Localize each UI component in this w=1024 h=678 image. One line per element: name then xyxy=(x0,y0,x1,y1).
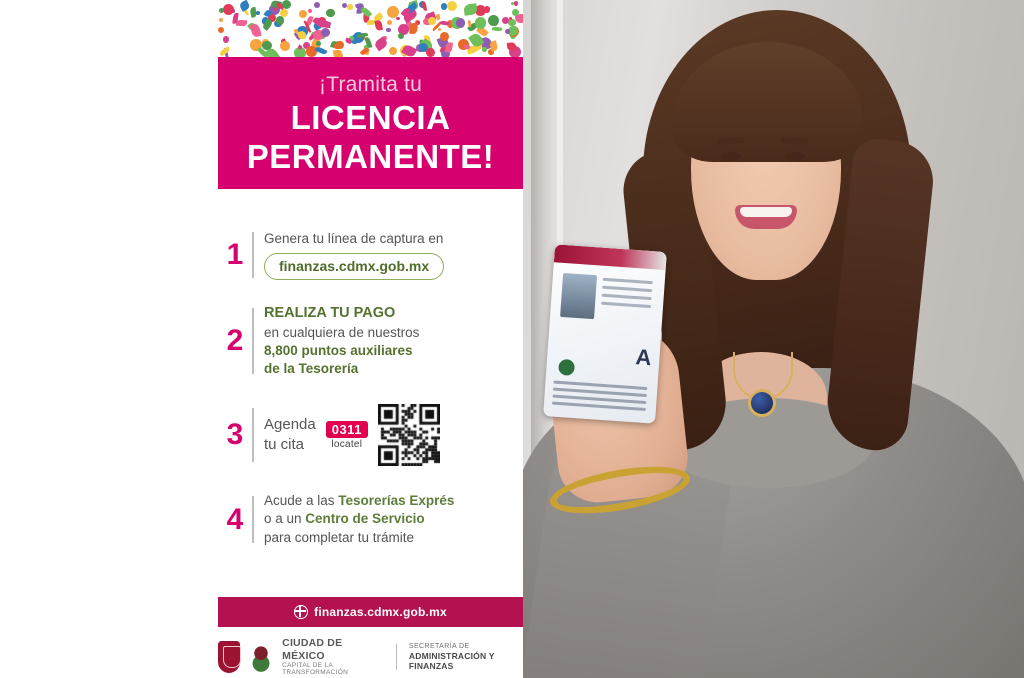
locatel-badge-word: locatel xyxy=(331,438,363,450)
cdmx-shield-icon xyxy=(218,641,240,673)
step-4-line-3: para completar tu trámite xyxy=(264,529,415,545)
bottom-url-bar[interactable] xyxy=(218,597,523,627)
step-divider-2 xyxy=(252,308,254,374)
qr-code-icon[interactable] xyxy=(378,404,440,466)
header-line-2: LICENCIA xyxy=(290,99,451,136)
locatel-logo xyxy=(326,421,368,450)
secretary-wordmark xyxy=(409,643,523,672)
eye-right xyxy=(785,152,805,161)
step-4-line-2-prefix: o a un xyxy=(264,511,306,527)
embroidery-band-decoration xyxy=(218,0,523,57)
locatel-badge-number: 0311 xyxy=(326,421,368,438)
step-2-line-1: REALIZA TU PAGO xyxy=(264,305,396,321)
step-body-4 xyxy=(264,492,523,547)
necklace-pendant xyxy=(751,392,773,414)
footer-divider xyxy=(396,644,397,670)
step-body-2 xyxy=(264,304,523,378)
step-4-tesorerias-expres: Tesorerías Exprés xyxy=(338,493,455,509)
step-3-line-2: tu cita xyxy=(264,436,305,454)
secretary-line-2: ADMINISTRACIÓN Y FINANZAS xyxy=(408,651,495,672)
finanzas-url-pill[interactable]: finanzas.cdmx.gob.mx xyxy=(264,253,444,280)
license-card xyxy=(543,244,667,423)
header-line-3: PERMANENTE! xyxy=(246,138,495,175)
teeth xyxy=(740,207,792,217)
secretary-line-1: SECRETARÍA DE xyxy=(408,642,470,650)
eagle-emblem-icon xyxy=(248,641,274,673)
poster-header xyxy=(218,57,523,189)
step-divider-4 xyxy=(252,496,254,543)
step-item-2 xyxy=(218,304,523,378)
step-4-centro-de-servicio: Centro de Servicio xyxy=(305,511,425,527)
step-2-line-4: de la Tesorería xyxy=(264,361,359,376)
bottom-url-text: finanzas.cdmx.gob.mx xyxy=(314,605,447,619)
header-line-1: ¡Tramita tu xyxy=(319,73,422,96)
license-bottom-lines xyxy=(552,381,648,413)
cdmx-wordmark xyxy=(282,637,384,676)
cdmx-title: CIUDAD DE MÉXICO xyxy=(282,637,343,662)
cdmx-subtitle: CAPITAL DE LA TRANSFORMACIÓN xyxy=(282,661,349,677)
step-3-line-1: Agenda xyxy=(264,415,316,433)
step-item-1 xyxy=(218,228,523,282)
step-2-line-2: en cualquiera de nuestros xyxy=(264,324,420,340)
eye-left xyxy=(721,152,741,161)
photo-panel xyxy=(523,0,1024,678)
step-2-line-3: 8,800 puntos auxiliares xyxy=(264,342,413,358)
step-body-1 xyxy=(264,230,523,280)
license-seal xyxy=(558,359,575,376)
step-number-2: 2 xyxy=(226,324,244,358)
globe-icon xyxy=(294,605,308,619)
license-text-lines xyxy=(601,278,653,313)
step-item-4 xyxy=(218,492,523,547)
step-item-3 xyxy=(218,404,523,466)
license-portrait xyxy=(560,273,597,319)
step-divider-3 xyxy=(252,408,254,462)
license-class-letter: A xyxy=(634,344,653,371)
step-body-3 xyxy=(264,404,523,466)
step-number-3: 3 xyxy=(226,418,244,452)
footer-logos xyxy=(218,636,523,678)
step-1-text: Genera tu línea de captura en xyxy=(264,230,444,246)
step-4-line-1-prefix: Acude a las xyxy=(264,493,339,509)
steps-list xyxy=(218,200,523,557)
step-number-4: 4 xyxy=(226,502,244,536)
step-number-1: 1 xyxy=(226,238,244,271)
step-divider-1 xyxy=(252,232,254,278)
